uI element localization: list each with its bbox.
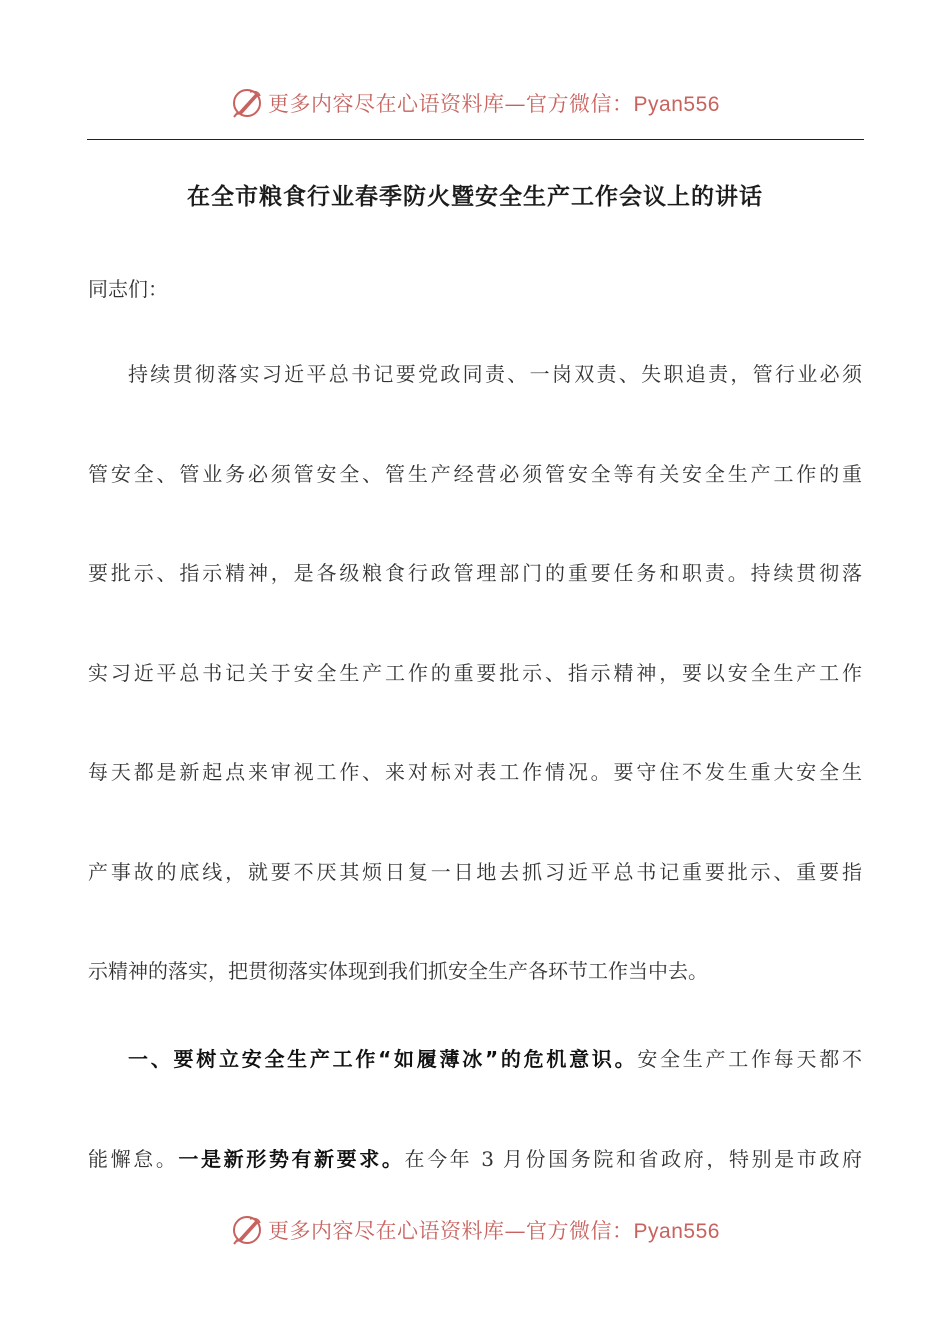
footer-banner <box>0 1210 950 1250</box>
paragraph-1-line-5: 每天都是新起点来审视工作、来对标对表工作情况。要守住不发生重大安全生 <box>88 760 862 784</box>
section-1-line-1-rest: 安全生产工作每天都不 <box>637 1047 862 1071</box>
section-1-heading: 一、要树立安全生产工作“如履薄冰”的危机意识。 <box>128 1047 638 1071</box>
header-wechat-id: Pyan556 <box>633 93 720 116</box>
section-1-line-2-start: 能懈怠。 <box>88 1147 179 1171</box>
quill-pen-logo-icon <box>230 86 264 120</box>
header-banner <box>0 83 950 123</box>
paragraph-1-line-2: 管安全、管业务必须管安全、管生产经营必须管安全等有关安全生产工作的重 <box>88 462 862 486</box>
paragraph-1-line-1: 持续贯彻落实习近平总书记要党政同责、一岗双责、失职追责，管行业必须 <box>128 362 862 386</box>
section-1-line-2-rest: 在今年 3 月份国务院和省政府，特别是市政府 <box>404 1147 862 1171</box>
footer-banner-text <box>268 1215 720 1245</box>
paragraph-1-line-4: 实习近平总书记关于安全生产工作的重要批示、指示精神，要以安全生产工作 <box>88 661 862 685</box>
paragraph-1-line-6: 产事故的底线，就要不厌其烦日复一日地去抓习近平总书记重要批示、重要指 <box>88 860 862 884</box>
document-title: 在全市粮食行业春季防火暨安全生产工作会议上的讲话 <box>187 184 763 210</box>
quill-pen-logo-icon <box>230 1213 264 1247</box>
paragraph-1-line-3: 要批示、指示精神，是各级粮食行政管理部门的重要任务和职责。持续贯彻落 <box>88 561 862 585</box>
paragraph-1-line-7: 示精神的落实，把贯彻落实体现到我们抓安全生产各环节工作当中去。 <box>88 959 708 983</box>
footer-wechat-id: Pyan556 <box>633 1220 720 1243</box>
salutation: 同志们： <box>88 277 168 301</box>
section-1-line-2 <box>88 1145 862 1173</box>
footer-banner-label: 更多内容尽在心语资料库—官方微信： <box>268 1219 634 1243</box>
section-1-line-1 <box>88 1045 862 1073</box>
header-banner-label: 更多内容尽在心语资料库—官方微信： <box>268 92 634 116</box>
header-divider <box>87 139 864 140</box>
section-1-point-1-heading: 一是新形势有新要求。 <box>178 1147 405 1171</box>
header-banner-text <box>268 88 720 118</box>
